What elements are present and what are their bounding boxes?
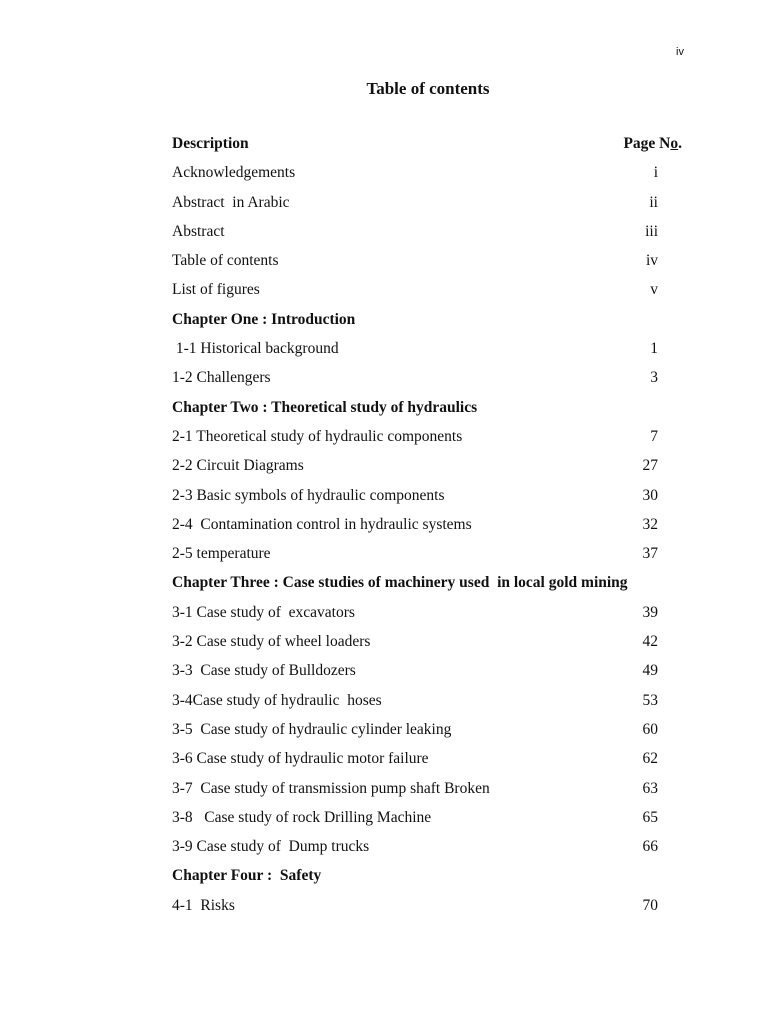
toc-entry — [172, 366, 692, 395]
toc-entry-page: 66 — [642, 838, 658, 856]
toc-entry — [172, 806, 692, 835]
toc-entry-page: 39 — [642, 603, 658, 621]
toc-entry-title: 3-2 Case study of wheel loaders — [172, 633, 371, 651]
toc-entry-page: 62 — [642, 750, 658, 768]
toc-entry-title: Abstract in Arabic — [172, 193, 290, 211]
toc-entry — [172, 337, 692, 366]
toc-entry — [172, 425, 692, 454]
toc-description-header: Description — [172, 135, 249, 152]
toc-entry-page: 60 — [642, 720, 658, 738]
toc-entries — [172, 161, 692, 923]
page-number: iv — [676, 46, 684, 58]
toc-entry-title: 3-8 Case study of rock Drilling Machine — [172, 808, 432, 826]
toc-entry — [172, 513, 692, 542]
page-no-prefix: Page N — [623, 135, 671, 152]
page-title: Table of contents — [366, 79, 490, 98]
toc-entry — [172, 777, 692, 806]
toc-chapter-heading — [172, 308, 692, 337]
toc-entry-title: 3-5 Case study of hydraulic cylinder leaking — [172, 720, 452, 738]
toc-entry — [172, 161, 692, 190]
toc-entry — [172, 191, 692, 220]
toc-entry-title: 3-7 Case study of transmission pump shaft Broken — [172, 779, 490, 797]
toc-entry-page: ii — [649, 193, 658, 211]
toc-entry — [172, 542, 692, 571]
page-no-underlined: o — [670, 135, 679, 152]
toc-chapter-heading — [172, 571, 692, 600]
toc-entry-title: 3-1 Case study of excavators — [172, 603, 355, 621]
toc-entry-title: Chapter One : Introduction — [172, 310, 356, 328]
toc-entry — [172, 601, 692, 630]
toc-entry-page: 53 — [642, 691, 658, 709]
toc-entry — [172, 835, 692, 864]
toc-entry — [172, 454, 692, 483]
toc-entry-title: 1-1 Historical background — [172, 340, 339, 358]
toc-page-no-header — [623, 132, 682, 156]
toc-entry — [172, 484, 692, 513]
toc-entry-title: Chapter Two : Theoretical study of hydraulics — [172, 398, 478, 416]
toc-entry-title: 1-2 Challengers — [172, 369, 271, 387]
toc-entry-title: Chapter Three : Case studies of machinery used in local gold mining — [172, 574, 628, 592]
toc-entry — [172, 249, 692, 278]
toc-entry-page: i — [653, 164, 658, 182]
toc-entry-page: 7 — [650, 427, 658, 445]
toc-entry-page: iv — [645, 252, 658, 270]
toc-entry — [172, 659, 692, 688]
toc-entry-page: 32 — [642, 515, 658, 533]
toc-entry-page: 63 — [642, 779, 658, 797]
toc-entry-title: 3-9 Case study of Dump trucks — [172, 838, 370, 856]
toc-entry-page: 30 — [642, 486, 658, 504]
toc-entry-page: 37 — [642, 545, 658, 563]
toc-entry — [172, 220, 692, 249]
toc-entry — [172, 689, 692, 718]
toc-entry — [172, 718, 692, 747]
toc-entry-page: 1 — [650, 340, 658, 358]
table-of-contents — [172, 132, 692, 923]
toc-entry-page: 27 — [642, 457, 658, 475]
toc-entry-title: Acknowledgements — [172, 164, 296, 182]
toc-chapter-heading — [172, 396, 692, 425]
toc-entry-title: 2-3 Basic symbols of hydraulic components — [172, 486, 445, 504]
toc-entry-title: 2-4 Contamination control in hydraulic systems — [172, 515, 472, 533]
toc-entry-title: 3-3 Case study of Bulldozers — [172, 662, 356, 680]
toc-entry-page: 70 — [642, 896, 658, 914]
page-no-suffix: . — [678, 135, 682, 152]
toc-entry-title: 4-1 Risks — [172, 896, 235, 914]
toc-chapter-heading — [172, 864, 692, 893]
toc-entry-page: 42 — [642, 633, 658, 651]
toc-entry-title: 3-4Case study of hydraulic hoses — [172, 691, 382, 709]
toc-entry-title: 2-2 Circuit Diagrams — [172, 457, 304, 475]
toc-entry-page: iii — [645, 222, 658, 240]
toc-entry-title: List of figures — [172, 281, 260, 299]
toc-entry-page: 65 — [642, 808, 658, 826]
toc-entry-title: 3-6 Case study of hydraulic motor failure — [172, 750, 429, 768]
toc-entry-page: v — [650, 281, 658, 299]
toc-header-row — [172, 132, 692, 161]
toc-entry-title: 2-5 temperature — [172, 545, 271, 563]
toc-entry-title: Abstract — [172, 222, 225, 240]
toc-entry-title: Table of contents — [172, 252, 279, 270]
toc-entry-title: 2-1 Theoretical study of hydraulic components — [172, 427, 463, 445]
toc-entry-page: 3 — [650, 369, 658, 387]
toc-entry — [172, 747, 692, 776]
toc-entry — [172, 630, 692, 659]
toc-entry-page: 49 — [642, 662, 658, 680]
toc-entry — [172, 278, 692, 307]
toc-entry — [172, 894, 692, 923]
toc-entry-title: Chapter Four : Safety — [172, 867, 322, 885]
